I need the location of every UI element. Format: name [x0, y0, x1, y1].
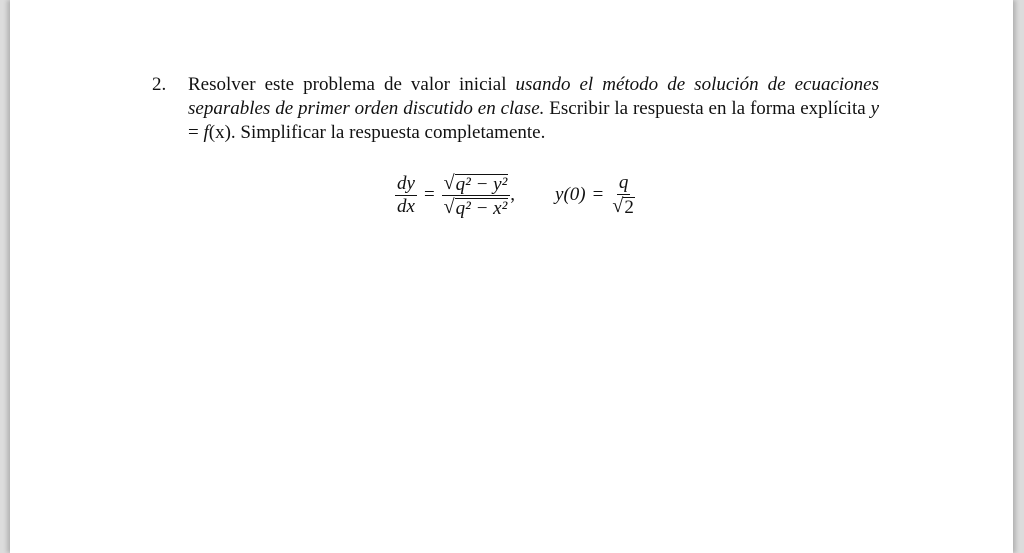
statement-part-1: Resolver este problema de valor inicial [188, 74, 516, 95]
lhs-fraction [395, 173, 417, 218]
sqrt-numerator [444, 172, 509, 195]
radical-sign-icon: √ [443, 195, 455, 218]
problem-statement [188, 73, 879, 145]
ic-equals-sign: = [592, 184, 604, 205]
problem-number: 2. [152, 74, 167, 95]
expr-y: y [870, 98, 879, 119]
rhs-numerator [442, 172, 511, 196]
expr-eq: = [188, 122, 204, 143]
rhs-denominator-radicand: q² − x² [455, 197, 508, 219]
statement-part-2: Escribir la respuesta en la forma explícita [544, 98, 871, 119]
ic-denominator-radicand: 2 [624, 197, 634, 218]
expr-x-paren: (x) [208, 122, 231, 143]
ic-numerator: q [618, 172, 629, 193]
rhs-fraction [442, 172, 511, 219]
rhs-denominator [442, 196, 511, 219]
lhs-denominator: dx [397, 195, 415, 217]
radical-sign-icon: √ [612, 195, 624, 217]
statement-part-3: . Simplificar la respuesta completamente. [230, 122, 546, 143]
lhs-numerator: dy [397, 172, 415, 194]
expr-f: f [203, 122, 209, 143]
problem-2 [152, 73, 879, 145]
comma: , [510, 184, 516, 205]
equals-sign: = [423, 184, 435, 205]
ic-denominator [610, 195, 636, 218]
sqrt-two [612, 195, 634, 218]
rhs-numerator-radicand: q² − y² [455, 173, 508, 195]
ic-fraction [610, 172, 636, 218]
radical-sign-icon: √ [443, 171, 455, 194]
document-page [10, 0, 1013, 553]
differential-equation [395, 165, 637, 225]
statement-italic: usando el método de solución de ecuaciones separables de primer orden discutido en clase. [188, 74, 879, 119]
sqrt-denominator [444, 196, 509, 219]
initial-condition-lhs: y(0) [555, 184, 586, 205]
